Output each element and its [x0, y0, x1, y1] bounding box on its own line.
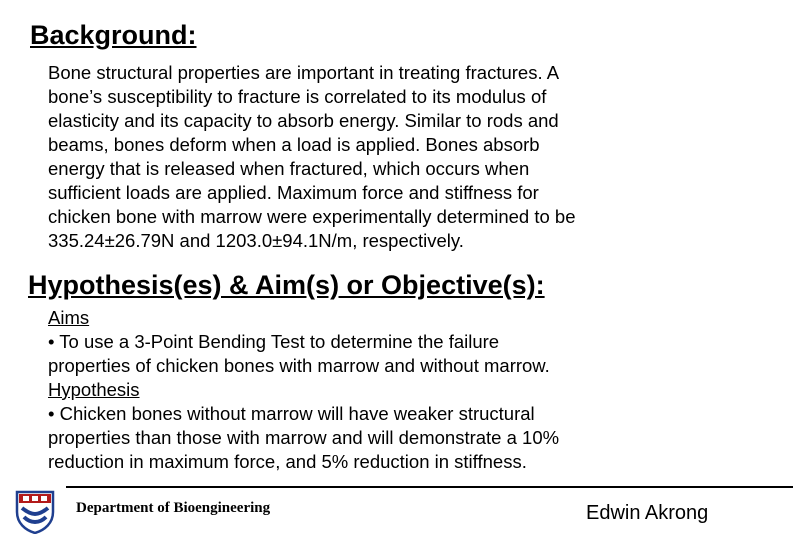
author-name: Edwin Akrong — [586, 502, 709, 524]
hypothesis-heading: Hypothesis(es) & Aim(s) or Objective(s): — [28, 270, 545, 300]
background-line: bone’s susceptibility to fracture is correlated to its modulus of — [48, 86, 547, 107]
background-line: elasticity and its capacity to absorb energy. Similar to rods and — [48, 110, 559, 131]
department-name: Department of Bioengineering — [76, 500, 271, 516]
hypothesis-line: • Chicken bones without marrow will have weaker structural — [48, 403, 535, 424]
aims-hypothesis-block — [48, 306, 698, 474]
background-heading: Background: — [30, 20, 197, 50]
footer-divider — [66, 486, 793, 488]
university-shield-icon — [15, 490, 55, 534]
background-paragraph — [48, 61, 698, 253]
background-line: energy that is released when fractured, which occurs when — [48, 158, 530, 179]
hypothesis-line: reduction in maximum force, and 5% reduction in stiffness. — [48, 451, 527, 472]
aims-label: Aims — [48, 307, 90, 328]
background-line: chicken bone with marrow were experimentally determined to be — [48, 206, 576, 227]
hypothesis-line: properties than those with marrow and will demonstrate a 10% — [48, 427, 560, 448]
aims-line: properties of chicken bones with marrow and without marrow. — [48, 355, 550, 376]
background-line: beams, bones deform when a load is applied. Bones absorb — [48, 134, 540, 155]
background-line: sufficient loads are applied. Maximum force and stiffness for — [48, 182, 539, 203]
background-line: Bone structural properties are important in treating fractures. A — [48, 62, 560, 83]
background-line: 335.24±26.79N and 1203.0±94.1N/m, respectively. — [48, 230, 464, 251]
hypothesis-label: Hypothesis — [48, 379, 140, 400]
aims-line: • To use a 3-Point Bending Test to determine the failure — [48, 331, 500, 352]
